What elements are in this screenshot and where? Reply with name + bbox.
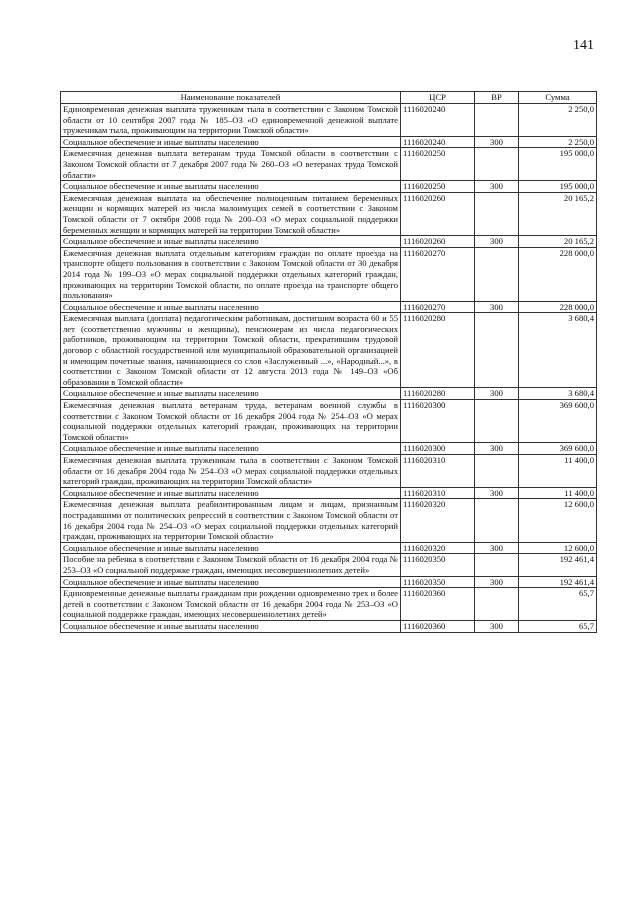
cell-sum: 2 250,0	[519, 104, 597, 137]
cell-vr	[475, 247, 519, 301]
cell-sum: 65,7	[519, 588, 597, 621]
table-row	[61, 181, 597, 193]
cell-name: Социальное обеспечение и иные выплаты населению	[61, 236, 401, 248]
cell-csr: 1116020270	[401, 247, 475, 301]
cell-name: Ежемесячная денежная выплата отдельным категориям граждан по оплате проезда на транспорте общего пользования в соответствии с Законом Томской области от 30 декабря 2014 года № 199–ОЗ «О мерах социальной поддержки отдельных категорий граждан, проживающих на территории Томской области, по оплате проезда на транспорте общего пользования»	[61, 247, 401, 301]
cell-sum: 20 165,2	[519, 236, 597, 248]
cell-sum: 369 600,0	[519, 400, 597, 443]
cell-vr: 300	[475, 542, 519, 554]
cell-sum: 228 000,0	[519, 301, 597, 313]
cell-sum: 12 600,0	[519, 499, 597, 542]
cell-vr: 300	[475, 181, 519, 193]
cell-vr	[475, 313, 519, 388]
cell-csr: 1116020300	[401, 400, 475, 443]
header-csr: ЦСР	[401, 92, 475, 104]
cell-vr: 300	[475, 136, 519, 148]
cell-name: Ежемесячная денежная выплата на обеспечение полноценным питанием беременных женщин и кормящих матерей из числа малоимущих семей в соответствии с Законом Томской области от 7 октября 2008 года № 200–ОЗ «О мерах социальной поддержки беременных женщин и кормящих матерей на территории Томской области»	[61, 192, 401, 235]
cell-vr: 300	[475, 301, 519, 313]
cell-vr: 300	[475, 576, 519, 588]
table-row	[61, 313, 597, 388]
cell-sum: 369 600,0	[519, 443, 597, 455]
page-number: 141	[573, 38, 594, 53]
cell-csr: 1116020250	[401, 181, 475, 193]
cell-sum: 20 165,2	[519, 192, 597, 235]
cell-csr: 1116020360	[401, 588, 475, 621]
cell-vr: 300	[475, 236, 519, 248]
cell-vr	[475, 499, 519, 542]
cell-name: Пособие на ребенка в соответствии с Законом Томской области от 16 декабря 2004 года № 253–ОЗ «О социальной поддержке граждан, имеющих несовершеннолетних детей»	[61, 554, 401, 576]
cell-sum: 195 000,0	[519, 181, 597, 193]
table-row	[61, 499, 597, 542]
table-row	[61, 247, 597, 301]
table-row	[61, 388, 597, 400]
cell-name: Социальное обеспечение и иные выплаты населению	[61, 487, 401, 499]
cell-name: Ежемесячная денежная выплата труженикам тыла в соответствии с Законом Томской области от 16 декабря 2004 года № 254–ОЗ «О мерах социальной поддержки отдельных категорий граждан, проживающих на территории Томской области»	[61, 455, 401, 488]
cell-csr: 1116020280	[401, 388, 475, 400]
cell-vr: 300	[475, 443, 519, 455]
cell-vr	[475, 148, 519, 181]
table-header-row	[61, 92, 597, 104]
cell-name: Социальное обеспечение и иные выплаты населению	[61, 620, 401, 632]
cell-sum: 65,7	[519, 620, 597, 632]
cell-vr	[475, 455, 519, 488]
cell-csr: 1116020240	[401, 104, 475, 137]
table-row	[61, 104, 597, 137]
cell-name: Социальное обеспечение и иные выплаты населению	[61, 388, 401, 400]
cell-vr: 300	[475, 388, 519, 400]
cell-name: Ежемесячная денежная выплата реабилитированным лицам и лицам, признанным пострадавшими от политических репрессий в соответствии с Законом Томской области от 16 декабря 2004 года № 254–ОЗ «О мерах социальной поддержки отдельных категорий граждан, проживающих на территории Томской области»	[61, 499, 401, 542]
cell-sum: 11 400,0	[519, 487, 597, 499]
table-row	[61, 554, 597, 576]
cell-vr: 300	[475, 620, 519, 632]
cell-sum: 12 600,0	[519, 542, 597, 554]
cell-vr	[475, 400, 519, 443]
cell-name: Социальное обеспечение и иные выплаты населению	[61, 181, 401, 193]
cell-name: Социальное обеспечение и иные выплаты населению	[61, 542, 401, 554]
cell-sum: 3 680,4	[519, 313, 597, 388]
cell-sum: 192 461,4	[519, 554, 597, 576]
cell-csr: 1116020310	[401, 455, 475, 488]
cell-vr	[475, 104, 519, 137]
cell-csr: 1116020300	[401, 443, 475, 455]
cell-csr: 1116020270	[401, 301, 475, 313]
cell-csr: 1116020350	[401, 554, 475, 576]
cell-csr: 1116020320	[401, 499, 475, 542]
cell-sum: 195 000,0	[519, 148, 597, 181]
cell-vr: 300	[475, 487, 519, 499]
cell-name: Ежемесячная выплата (доплата) педагогическим работникам, достигшим возраста 60 и 55 лет (соответственно мужчины и женщины), пенсионерам из числа педагогических работников, проживающим на территории Томской области, прекратившим трудовой договор с областной государственной или муниципальной образовательной организацией и имеющим почетные звания, начинающиеся со слов «Заслуженный ...», «Народный...», в соответствии с Законом Томской области от 12 августа 2013 года № 149–ОЗ «Об образовании в Томской области»	[61, 313, 401, 388]
table-row	[61, 455, 597, 488]
table-row	[61, 443, 597, 455]
table-row	[61, 542, 597, 554]
header-name: Наименование показателей	[61, 92, 401, 104]
cell-sum: 2 250,0	[519, 136, 597, 148]
cell-csr: 1116020360	[401, 620, 475, 632]
cell-csr: 1116020250	[401, 148, 475, 181]
cell-name: Социальное обеспечение и иные выплаты населению	[61, 301, 401, 313]
cell-name: Социальное обеспечение и иные выплаты населению	[61, 136, 401, 148]
header-vr: ВР	[475, 92, 519, 104]
table-row	[61, 576, 597, 588]
cell-csr: 1116020260	[401, 192, 475, 235]
header-sum: Сумма	[519, 92, 597, 104]
table-row	[61, 148, 597, 181]
table-row	[61, 236, 597, 248]
cell-csr: 1116020280	[401, 313, 475, 388]
table-row	[61, 301, 597, 313]
cell-csr: 1116020260	[401, 236, 475, 248]
cell-vr	[475, 192, 519, 235]
cell-vr	[475, 554, 519, 576]
table-row	[61, 620, 597, 632]
cell-name: Единовременная денежная выплата труженикам тыла в соответствии с Законом Томской области от 10 сентября 2007 года № 185–ОЗ «О единовременной денежной выплате труженикам тыла, проживающим на территории Томской области»	[61, 104, 401, 137]
table-row	[61, 400, 597, 443]
cell-sum: 228 000,0	[519, 247, 597, 301]
cell-sum: 11 400,0	[519, 455, 597, 488]
cell-csr: 1116020310	[401, 487, 475, 499]
cell-name: Социальное обеспечение и иные выплаты населению	[61, 576, 401, 588]
cell-sum: 3 680,4	[519, 388, 597, 400]
cell-name: Ежемесячная денежная выплата ветеранам труда, ветеранам военной службы в соответствии с Законом Томской области от 16 декабря 2004 года № 254–ОЗ «О мерах социальной поддержки отдельных категорий граждан, проживающих на территории Томской области»	[61, 400, 401, 443]
cell-name: Единовременные денежные выплаты гражданам при рождении одновременно трех и более детей в соответствии с Законом Томской области от 16 декабря 2004 года № 253–ОЗ «О социальной поддержке граждан, имеющих несовершеннолетних детей»	[61, 588, 401, 621]
table-body	[61, 104, 597, 633]
table-row	[61, 192, 597, 235]
table-row	[61, 136, 597, 148]
cell-vr	[475, 588, 519, 621]
table-row	[61, 487, 597, 499]
table-row	[61, 588, 597, 621]
cell-csr: 1116020350	[401, 576, 475, 588]
budget-table	[60, 91, 597, 633]
cell-name: Социальное обеспечение и иные выплаты населению	[61, 443, 401, 455]
cell-sum: 192 461,4	[519, 576, 597, 588]
cell-csr: 1116020240	[401, 136, 475, 148]
cell-name: Ежемесячная денежная выплата ветеранам труда Томской области в соответствии с Законом Томской области от 7 декабря 2007 года № 260–ОЗ «О ветеранах труда Томской области»	[61, 148, 401, 181]
cell-csr: 1116020320	[401, 542, 475, 554]
